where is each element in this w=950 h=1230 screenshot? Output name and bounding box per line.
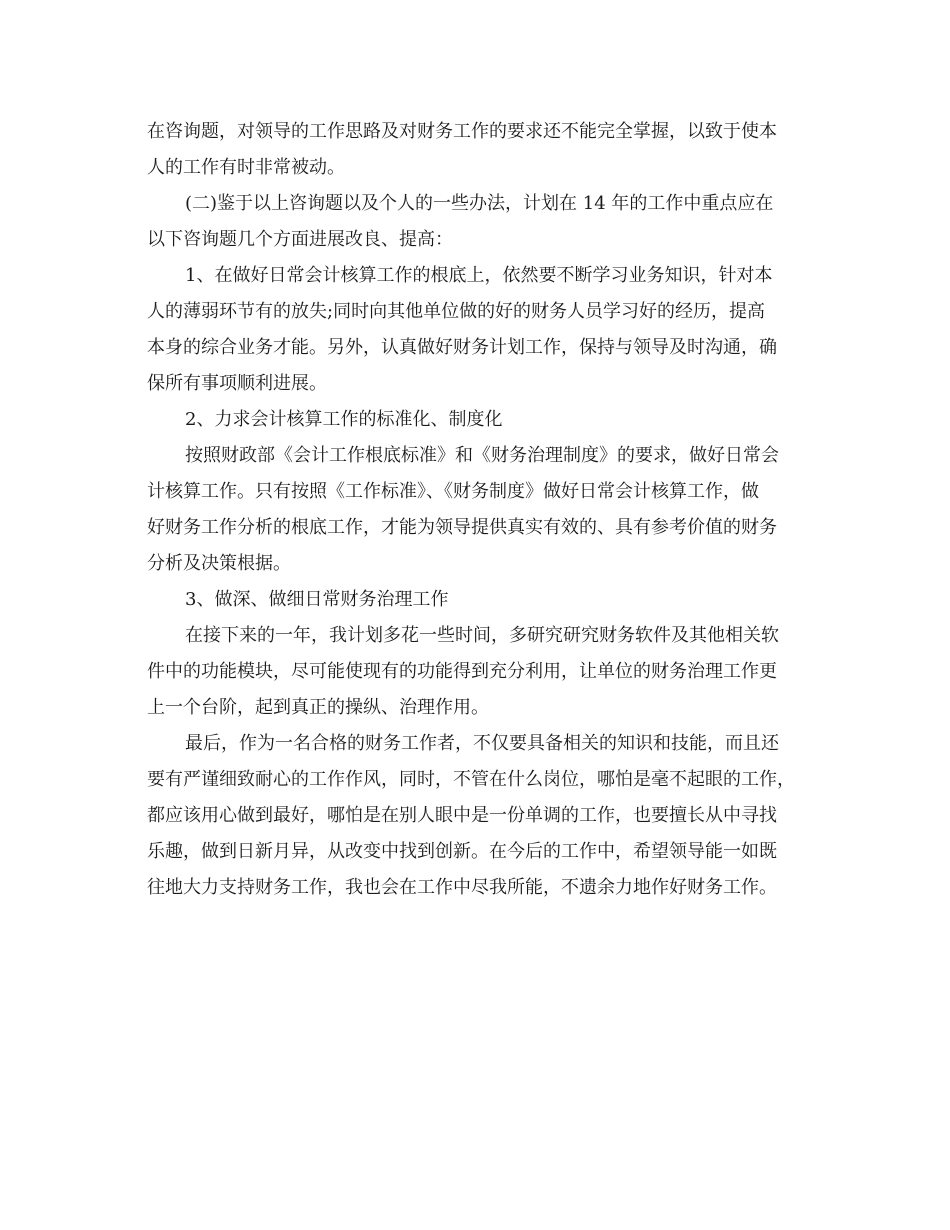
paragraph-start-line: 最后，作为一名合格的财务工作者，不仅要具备相关的知识和技能，而且还	[185, 733, 779, 754]
text-line: 要有严谨细致耐心的工作作风，同时，不管在什么岗位，哪怕是毫不起眼的工作，	[147, 769, 795, 790]
section-heading: 2、力求会计核算工作的标准化、制度化	[185, 409, 503, 430]
text-line: 分析及决策根据。	[147, 553, 291, 574]
text-line: 本身的综合业务才能。另外，认真做好财务计划工作，保持与领导及时沟通，确	[147, 337, 777, 358]
section-heading: 3、做深、做细日常财务治理工作	[185, 589, 449, 610]
paragraph-start-line: 在接下来的一年，我计划多花一些时间，多研究研究财务软件及其他相关软	[185, 625, 779, 646]
text-line: 往地大力支持财务工作，我也会在工作中尽我所能，不遗余力地作好财务工作。	[147, 877, 777, 898]
text-line: 好财务工作分析的根底工作，才能为领导提供真实有效的、具有参考价值的财务	[147, 517, 777, 538]
text-line: 人的薄弱环节有的放失;同时向其他单位做的好的财务人员学习好的经历，提高	[147, 301, 766, 322]
paragraph-start-line: 按照财政部《会计工作根底标准》和《财务治理制度》的要求，做好日常会	[185, 445, 779, 466]
text-line: 在咨询题，对领导的工作思路及对财务工作的要求还不能完全掌握，以致于使本	[147, 121, 777, 142]
document-body	[147, 114, 807, 906]
text-line: 人的工作有时非常被动。	[147, 157, 345, 178]
text-line: 以下咨询题几个方面进展改良、提高：	[147, 229, 453, 250]
text-line: 计核算工作。只有按照《工作标准》、《财务制度》做好日常会计核算工作，做	[147, 481, 759, 502]
text-line: 都应该用心做到最好，哪怕是在别人眼中是一份单调的工作，也要擅长从中寻找	[147, 805, 777, 826]
text-line: 保所有事项顺利进展。	[147, 373, 327, 394]
paragraph-start-line: 1、在做好日常会计核算工作的根底上，依然要不断学习业务知识，针对本	[185, 265, 773, 286]
text-line: 件中的功能模块，尽可能使现有的功能得到充分利用，让单位的财务治理工作更	[147, 661, 777, 682]
text-line: 乐趣，做到日新月异，从改变中找到创新。在今后的工作中，希望领导能一如既	[147, 841, 777, 862]
text-line: 上一个台阶，起到真正的操纵、治理作用。	[147, 697, 489, 718]
paragraph-start-line: (二)鉴于以上咨询题以及个人的一些办法，计划在 14 年的工作中重点应在	[185, 193, 774, 214]
